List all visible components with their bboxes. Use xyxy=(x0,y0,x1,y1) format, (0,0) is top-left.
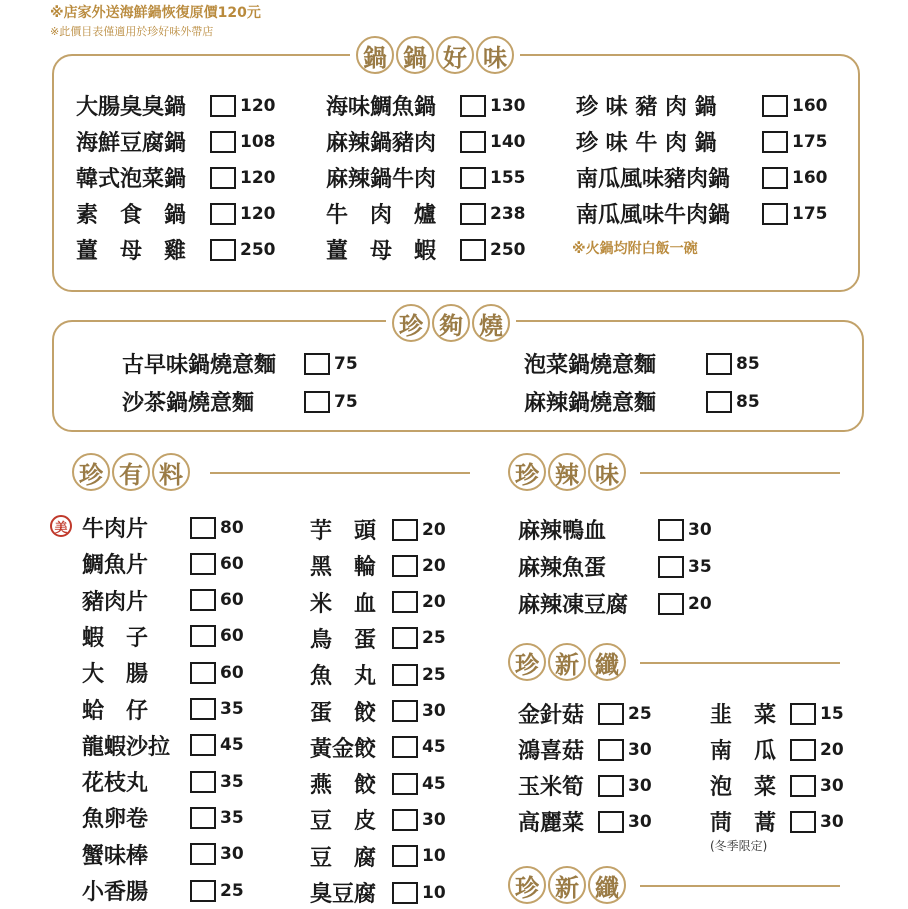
menu-item xyxy=(326,198,526,229)
menu-item-price: 35 xyxy=(220,771,244,792)
menu-item-price: 20 xyxy=(820,739,844,760)
menu-item-name: 南瓜風味豬肉鍋 xyxy=(576,167,731,192)
order-checkbox[interactable] xyxy=(460,167,486,189)
menu-item xyxy=(326,126,526,157)
menu-item-name: 龍蝦沙拉 xyxy=(82,734,171,760)
menu-item xyxy=(518,514,712,545)
menu-item xyxy=(122,386,358,417)
menu-item-price: 30 xyxy=(688,519,712,540)
menu-item xyxy=(518,806,652,837)
menu-item xyxy=(576,90,828,121)
title-char: 鍋 xyxy=(356,36,394,74)
menu-item xyxy=(310,841,446,872)
menu-item xyxy=(76,234,276,265)
menu-item-price: 25 xyxy=(422,664,446,685)
title-char: 新 xyxy=(548,643,586,681)
title-char: 燒 xyxy=(472,304,510,342)
menu-item xyxy=(710,770,844,801)
menu-item-name: 蛋 餃 xyxy=(310,700,377,726)
order-checkbox[interactable] xyxy=(392,773,418,795)
menu-item-price: 20 xyxy=(422,592,446,613)
menu-item-price: 35 xyxy=(220,699,244,719)
order-checkbox[interactable] xyxy=(392,845,418,867)
order-checkbox[interactable] xyxy=(790,739,816,761)
menu-item-price: 10 xyxy=(422,846,446,867)
order-checkbox[interactable] xyxy=(190,662,216,684)
menu-item-name: 豆 腐 xyxy=(310,845,377,871)
menu-item-name: 高麗菜 xyxy=(518,811,585,836)
title-char: 纖 xyxy=(588,866,626,904)
menu-item-name: 泡 菜 xyxy=(710,775,777,800)
menu-item xyxy=(82,875,244,906)
menu-item-name: 小香腸 xyxy=(82,880,149,905)
menu-item-name: 臭豆腐 xyxy=(310,882,377,907)
ingredients-rule xyxy=(210,472,470,474)
menu-item xyxy=(710,734,844,765)
menu-item-name: 玉米筍 xyxy=(518,775,585,800)
menu-item xyxy=(326,90,526,121)
order-checkbox[interactable] xyxy=(658,593,684,615)
noodle-title xyxy=(386,304,516,342)
order-checkbox[interactable] xyxy=(210,131,236,153)
menu-item-name: 蟹味棒 xyxy=(82,843,149,869)
order-checkbox[interactable] xyxy=(460,203,486,225)
menu-item-price: 30 xyxy=(628,811,652,832)
menu-item xyxy=(310,768,446,799)
menu-item-name: 麻辣凍豆腐 xyxy=(518,593,629,618)
menu-item-name: 黑 輪 xyxy=(310,555,377,581)
title-char: 鍋 xyxy=(396,36,434,74)
menu-item xyxy=(576,126,828,157)
menu-item-name: 牛肉片 xyxy=(82,517,149,542)
menu-item xyxy=(310,659,446,690)
menu-item-price: 130 xyxy=(490,95,526,116)
menu-item-price: 160 xyxy=(792,167,828,188)
title-char: 新 xyxy=(548,866,586,904)
menu-item-price: 45 xyxy=(422,773,446,794)
menu-item-price: 60 xyxy=(220,553,244,574)
menu-item xyxy=(518,698,652,729)
menu-item-name: 牛 肉 爐 xyxy=(326,203,437,228)
menu-item-price: 30 xyxy=(422,809,446,830)
order-checkbox[interactable] xyxy=(460,131,486,153)
menu-item-name: 鳥 蛋 xyxy=(310,627,377,653)
order-checkbox[interactable] xyxy=(762,167,788,189)
order-checkbox[interactable] xyxy=(190,734,216,756)
menu-item xyxy=(122,348,358,379)
menu-item-price: 120 xyxy=(240,167,276,188)
order-checkbox[interactable] xyxy=(304,391,330,413)
order-checkbox[interactable] xyxy=(762,95,788,117)
menu-item xyxy=(76,198,276,229)
menu-item xyxy=(310,696,446,727)
beef-special-badge: 美 xyxy=(50,515,72,537)
menu-item-name: 豆 皮 xyxy=(310,809,377,835)
order-checkbox[interactable] xyxy=(658,556,684,578)
order-checkbox[interactable] xyxy=(392,591,418,613)
menu-item-name: 薑 母 雞 xyxy=(76,239,187,264)
menu-item-name: 珍 味 牛 肉 鍋 xyxy=(576,131,717,156)
menu-item xyxy=(82,802,244,833)
order-checkbox[interactable] xyxy=(210,167,236,189)
menu-item xyxy=(82,585,244,616)
menu-item xyxy=(518,770,652,801)
fresh2-rule xyxy=(640,885,840,887)
menu-item-name: 燕 餃 xyxy=(310,773,377,799)
order-checkbox[interactable] xyxy=(392,700,418,722)
order-checkbox[interactable] xyxy=(392,555,418,577)
menu-item-name: 黃金餃 xyxy=(310,736,377,762)
menu-item-name: 魚卵卷 xyxy=(82,807,149,833)
menu-item xyxy=(326,234,526,265)
title-char: 珍 xyxy=(508,643,546,681)
menu-item-price: 75 xyxy=(334,391,358,412)
order-checkbox[interactable] xyxy=(598,703,624,725)
menu-item-price: 108 xyxy=(240,131,276,152)
order-checkbox[interactable] xyxy=(460,95,486,117)
fresh-rule xyxy=(640,662,840,664)
menu-item-name: 蝦 子 xyxy=(82,625,149,651)
order-checkbox[interactable] xyxy=(460,239,486,261)
menu-item xyxy=(310,804,446,835)
order-checkbox[interactable] xyxy=(210,239,236,261)
menu-item-price: 30 xyxy=(220,844,244,865)
menu-item-name: 大腸臭臭鍋 xyxy=(76,95,187,120)
menu-item-price: 140 xyxy=(490,131,526,152)
order-checkbox[interactable] xyxy=(210,95,236,117)
menu-item xyxy=(82,657,244,688)
spicy-rule xyxy=(640,472,840,474)
order-checkbox[interactable] xyxy=(190,589,216,611)
menu-item-name: 蛤 仔 xyxy=(82,698,149,724)
order-checkbox[interactable] xyxy=(190,698,216,720)
winter-limited-note: (冬季限定) xyxy=(710,839,768,853)
menu-item-price: 85 xyxy=(736,391,760,412)
order-checkbox[interactable] xyxy=(598,739,624,761)
order-checkbox[interactable] xyxy=(392,809,418,831)
menu-item-price: 80 xyxy=(220,517,244,538)
menu-item-price: 30 xyxy=(820,811,844,832)
menu-item-price: 20 xyxy=(422,555,446,576)
menu-item-price: 30 xyxy=(628,739,652,760)
order-checkbox[interactable] xyxy=(706,353,732,375)
menu-item-name: 麻辣鍋燒意麵 xyxy=(524,391,657,416)
order-checkbox[interactable] xyxy=(392,519,418,541)
menu-item-name: 花枝丸 xyxy=(82,771,149,797)
title-char: 料 xyxy=(152,453,190,491)
hotpot-rice-note: ※火鍋均附白飯一碗 xyxy=(572,241,698,257)
menu-item-price: 45 xyxy=(220,735,244,756)
title-char: 珍 xyxy=(72,453,110,491)
menu-item-price: 60 xyxy=(220,626,244,647)
order-checkbox[interactable] xyxy=(598,775,624,797)
menu-item-price: 250 xyxy=(490,239,526,260)
title-char: 有 xyxy=(112,453,150,491)
menu-item-name: 珍 味 豬 肉 鍋 xyxy=(576,95,717,120)
menu-item-price: 155 xyxy=(490,167,526,188)
fresh-title xyxy=(502,643,632,681)
menu-item-name: 薑 母 蝦 xyxy=(326,239,437,264)
order-checkbox[interactable] xyxy=(392,882,418,904)
menu-item xyxy=(524,348,760,379)
title-char: 味 xyxy=(476,36,514,74)
menu-item-price: 30 xyxy=(422,701,446,721)
menu-item-name: 韓式泡菜鍋 xyxy=(76,167,187,192)
menu-item-name: 芋 頭 xyxy=(310,519,377,544)
menu-item xyxy=(76,162,276,193)
menu-item-price: 60 xyxy=(220,662,244,683)
order-checkbox[interactable] xyxy=(598,811,624,833)
menu-item xyxy=(710,698,844,729)
menu-item-name: 沙茶鍋燒意麵 xyxy=(122,391,255,416)
order-checkbox[interactable] xyxy=(658,519,684,541)
menu-item-name: 海味鯛魚鍋 xyxy=(326,95,437,120)
spicy-title xyxy=(502,453,632,491)
menu-item xyxy=(310,877,446,908)
order-checkbox[interactable] xyxy=(706,391,732,413)
menu-item-price: 20 xyxy=(422,519,446,540)
menu-item xyxy=(518,734,652,765)
menu-item xyxy=(82,766,244,797)
menu-item-name: 麻辣鍋豬肉 xyxy=(326,131,437,156)
menu-item-price: 20 xyxy=(688,593,712,614)
menu-item xyxy=(82,839,244,870)
order-checkbox[interactable] xyxy=(210,203,236,225)
menu-item-price: 120 xyxy=(240,95,276,116)
menu-item-price: 30 xyxy=(628,775,652,796)
menu-item xyxy=(310,623,446,654)
menu-item xyxy=(82,694,244,725)
menu-item xyxy=(710,806,844,837)
order-checkbox[interactable] xyxy=(762,203,788,225)
order-checkbox[interactable] xyxy=(762,131,788,153)
menu-item-name: 鴻喜菇 xyxy=(518,739,585,764)
menu-item xyxy=(518,551,712,582)
menu-item-name: 韭 菜 xyxy=(710,703,777,728)
order-checkbox[interactable] xyxy=(190,517,216,539)
menu-item-price: 45 xyxy=(422,737,446,758)
menu-item xyxy=(518,588,712,619)
menu-item xyxy=(326,162,526,193)
order-checkbox[interactable] xyxy=(392,664,418,686)
fresh2-title xyxy=(502,866,632,904)
menu-item xyxy=(310,732,446,763)
menu-item-name: 茼 蒿 xyxy=(710,811,777,836)
menu-item-price: 250 xyxy=(240,239,276,260)
menu-item xyxy=(82,548,244,579)
title-char: 珍 xyxy=(508,866,546,904)
menu-item-name: 豬肉片 xyxy=(82,589,149,615)
order-checkbox[interactable] xyxy=(190,807,216,829)
ingredients-title xyxy=(66,453,196,491)
title-char: 珍 xyxy=(392,304,430,342)
menu-item-price: 35 xyxy=(220,807,244,828)
notice-takeout-only: ※此價目表僅適用於珍好味外帶店 xyxy=(50,25,214,38)
order-checkbox[interactable] xyxy=(392,736,418,758)
menu-item-price: 30 xyxy=(820,775,844,796)
menu-item-name: 金針菇 xyxy=(518,703,585,728)
menu-item xyxy=(310,514,446,545)
menu-item-name: 古早味鍋燒意麵 xyxy=(122,353,277,378)
menu-item-price: 175 xyxy=(792,203,828,224)
menu-item-price: 10 xyxy=(422,882,446,903)
menu-item-price: 25 xyxy=(422,628,446,649)
menu-item-name: 大 腸 xyxy=(82,662,149,688)
order-checkbox[interactable] xyxy=(392,627,418,649)
order-checkbox[interactable] xyxy=(190,880,216,902)
menu-item xyxy=(82,621,244,652)
menu-item xyxy=(576,162,828,193)
title-char: 味 xyxy=(588,453,626,491)
menu-item-name: 魚 丸 xyxy=(310,664,377,690)
menu-item-name: 麻辣魚蛋 xyxy=(518,556,607,581)
menu-item-price: 85 xyxy=(736,353,760,374)
title-char: 夠 xyxy=(432,304,470,342)
menu-item xyxy=(524,386,760,417)
menu-item-name: 米 血 xyxy=(310,591,377,617)
order-checkbox[interactable] xyxy=(790,775,816,797)
order-checkbox[interactable] xyxy=(190,771,216,793)
menu-item-name: 海鮮豆腐鍋 xyxy=(76,131,187,156)
order-checkbox[interactable] xyxy=(304,353,330,375)
menu-item-price: 25 xyxy=(220,880,244,901)
menu-item-name: 南瓜風味牛肉鍋 xyxy=(576,203,731,228)
menu-item-price: 25 xyxy=(628,703,652,724)
menu-item-price: 120 xyxy=(240,203,276,224)
notice-delivery-price: ※店家外送海鮮鍋恢復原價120元 xyxy=(50,5,261,21)
order-checkbox[interactable] xyxy=(190,553,216,575)
menu-item xyxy=(76,90,276,121)
menu-item xyxy=(576,198,828,229)
menu-item xyxy=(310,587,446,618)
menu-item-price: 175 xyxy=(792,131,828,152)
menu-item-name: 南 瓜 xyxy=(710,739,777,764)
order-checkbox[interactable] xyxy=(190,625,216,647)
menu-item-price: 60 xyxy=(220,590,244,611)
order-checkbox[interactable] xyxy=(790,703,816,725)
title-char: 好 xyxy=(436,36,474,74)
menu-item-name: 麻辣鍋牛肉 xyxy=(326,167,437,192)
menu-item xyxy=(82,512,244,543)
menu-item-price: 75 xyxy=(334,353,358,374)
menu-item-name: 鯛魚片 xyxy=(82,553,149,579)
order-checkbox[interactable] xyxy=(190,843,216,865)
menu-item-price: 15 xyxy=(820,703,844,724)
title-char: 珍 xyxy=(508,453,546,491)
menu-item-price: 160 xyxy=(792,95,828,116)
menu-item-price: 238 xyxy=(490,203,526,224)
order-checkbox[interactable] xyxy=(790,811,816,833)
title-char: 辣 xyxy=(548,453,586,491)
menu-item-name: 素 食 鍋 xyxy=(76,203,187,228)
menu-item xyxy=(76,126,276,157)
menu-item-name: 泡菜鍋燒意麵 xyxy=(524,353,657,378)
title-char: 纖 xyxy=(588,643,626,681)
menu-item-price: 35 xyxy=(688,556,712,577)
menu-item xyxy=(82,730,244,761)
menu-item-name: 麻辣鴨血 xyxy=(518,519,607,544)
hotpot-title xyxy=(350,36,520,74)
menu-item xyxy=(310,550,446,581)
